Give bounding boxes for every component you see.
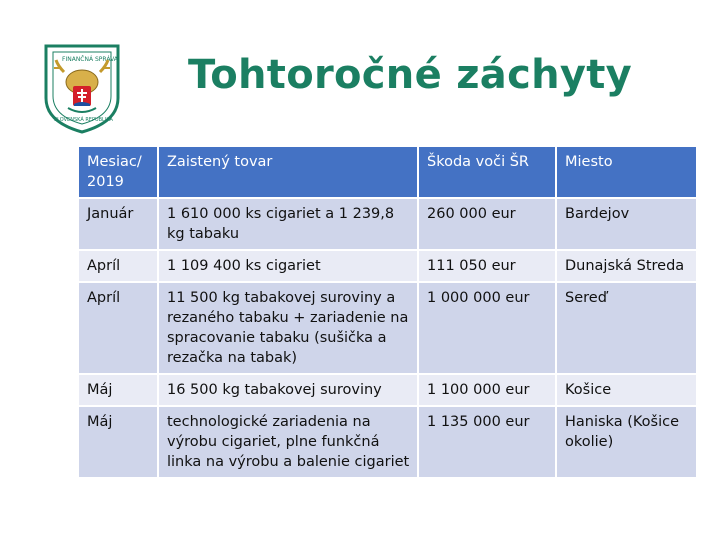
cell-damage: 1 000 000 eur (418, 282, 556, 374)
cell-goods: 1 109 400 ks cigariet (158, 250, 418, 282)
cell-damage: 260 000 eur (418, 198, 556, 250)
cell-place: Haniska (Košice okolie) (556, 406, 697, 478)
cell-month: Máj (78, 374, 158, 406)
cell-month: Apríl (78, 250, 158, 282)
header-goods: Zaistený tovar (158, 146, 418, 198)
cell-goods: technologické zariadenia na výrobu cigariet, plne funkčná linka na výrobu a balenie cigariet (158, 406, 418, 478)
table-header-row (78, 146, 697, 198)
cell-damage: 111 050 eur (418, 250, 556, 282)
table-row (78, 406, 697, 478)
logo-arc-text-top: FINANČNÁ SPRÁVA (62, 56, 118, 63)
table-row (78, 250, 697, 282)
cell-goods: 11 500 kg tabakovej suroviny a rezaného tabaku + zariadenie na spracovanie tabaku (sušička a rezačka na tabak) (158, 282, 418, 374)
cell-goods: 16 500 kg tabakovej suroviny (158, 374, 418, 406)
cell-place: Dunajská Streda (556, 250, 697, 282)
seizures-table (77, 145, 698, 479)
table-row (78, 374, 697, 406)
cell-goods: 1 610 000 ks cigariet a 1 239,8 kg tabaku (158, 198, 418, 250)
header-damage: Škoda voči ŠR (418, 146, 556, 198)
cell-place: Košice (556, 374, 697, 406)
table-row (78, 198, 697, 250)
cell-damage: 1 135 000 eur (418, 406, 556, 478)
header-month: Mesiac/ 2019 (78, 146, 158, 198)
cell-place: Bardejov (556, 198, 697, 250)
logo-arc-text-bottom: SLOVENSKÁ REPUBLIKA (54, 117, 113, 123)
cell-month: Január (78, 198, 158, 250)
slide-title: Tohtoročné záchyty (187, 52, 633, 98)
cell-month: Máj (78, 406, 158, 478)
cell-damage: 1 100 000 eur (418, 374, 556, 406)
table-row (78, 282, 697, 374)
header-place: Miesto (556, 146, 697, 198)
cell-place: Sereď (556, 282, 697, 374)
cell-month: Apríl (78, 282, 158, 374)
